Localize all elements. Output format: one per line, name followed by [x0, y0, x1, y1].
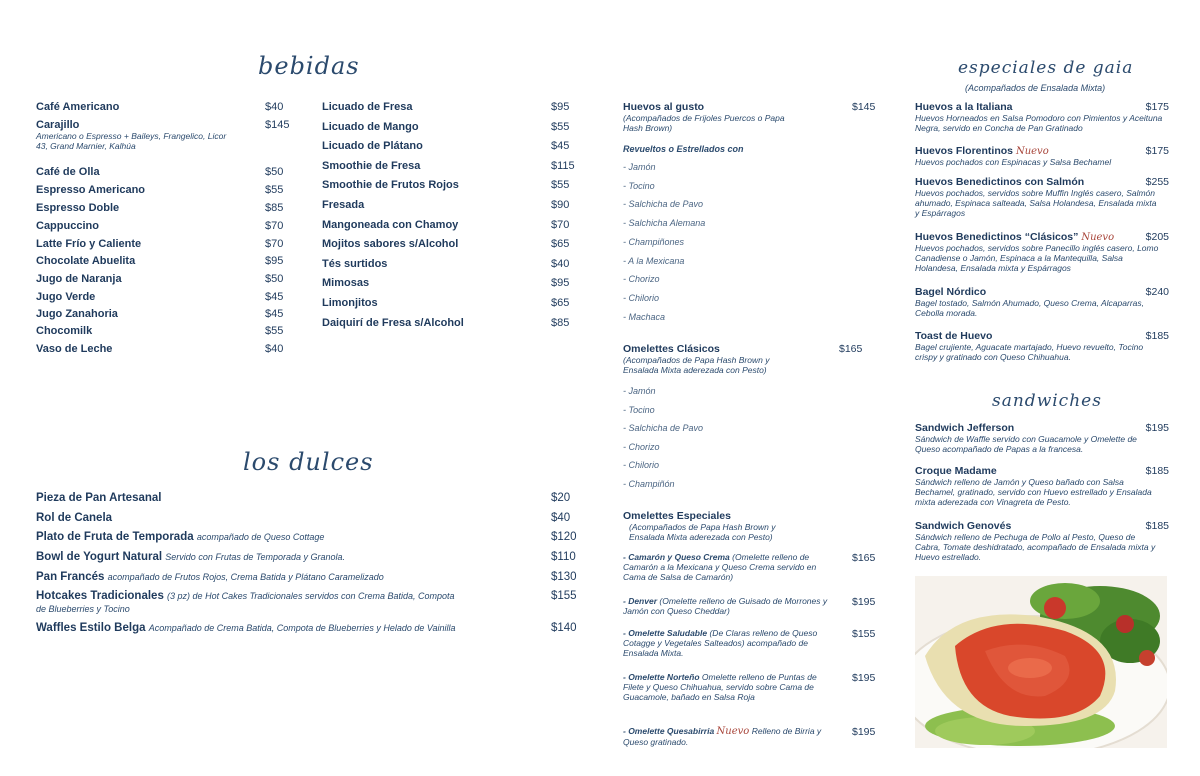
- omelette-photo: [915, 576, 1167, 748]
- menu-item: [36, 184, 286, 196]
- option-item: - Champiñón: [623, 478, 675, 489]
- item-text: [623, 726, 838, 747]
- item-name: Cappuccino: [36, 220, 99, 232]
- menu-item: [322, 101, 572, 113]
- option-item: - Champiñones: [623, 236, 685, 247]
- item-price: $110: [551, 551, 576, 563]
- item-description: Huevos Horneados en Salsa Pomodoro con Pimientos y Aceituna Negra, servido en Concha de Pan Gratinado: [915, 113, 1163, 133]
- item-name: Carajillo: [36, 119, 80, 131]
- omelette-photo-image: [915, 576, 1167, 748]
- item-name: Rol de Canela: [36, 512, 113, 524]
- option-item: - Jamón: [623, 386, 656, 396]
- item-name: - Camarón y Queso Crema: [623, 552, 730, 562]
- huevos-al-gusto: [623, 101, 877, 133]
- item-description: Huevos pochados, servidos sobre Muffin Inglés casero, Salmón ahumado, Espinaca salteada, Salsa Holandesa, Ensalada mixta y Espárragos: [915, 188, 1157, 218]
- menu-item: [36, 622, 576, 635]
- menu-item: [915, 145, 1169, 167]
- item-price: $45: [265, 308, 284, 320]
- item-name: Latte Frío y Caliente: [36, 238, 142, 250]
- item-price: $195: [852, 672, 876, 684]
- item-description: (Omelette relleno de Guisado de Morrones y Jamón con Queso Cheddar): [623, 596, 828, 616]
- item-name: Smoothie de Frutos Rojos: [322, 179, 459, 192]
- item-name: Huevos a la Italiana: [915, 101, 1013, 113]
- item-name: Croque Madame: [915, 465, 997, 477]
- option-item: - Machaca: [623, 311, 666, 322]
- item-description: Sándwich relleno de Jamón y Queso bañado con Salsa Bechamel, gratinado, servido con Huevo estrellado y Ensalada mixta aderezada con Vinagreta de Pesto.: [915, 477, 1152, 507]
- menu-item: [36, 220, 286, 232]
- item-price: $85: [265, 202, 284, 214]
- option-item: - A la Mexicana: [623, 255, 685, 266]
- option-item: - Salchicha de Pavo: [623, 423, 704, 433]
- option-item: - Salchicha de Pavo: [623, 199, 704, 210]
- item-price: $70: [265, 238, 284, 250]
- item-name: Chocomilk: [36, 325, 93, 337]
- menu-item: [36, 166, 286, 178]
- menu-item: [322, 258, 572, 270]
- item-price: $50: [265, 166, 284, 178]
- menu-item: [915, 176, 1169, 218]
- option-item: - Chorizo: [623, 441, 660, 452]
- menu-item: [36, 255, 286, 267]
- item-text: [36, 590, 456, 616]
- item-name: Huevos Benedictinos “Clásicos”: [915, 231, 1079, 243]
- item-name: Sandwich Genovés: [915, 520, 1012, 532]
- new-tag: Nuevo: [1081, 232, 1115, 243]
- huevos-subheading: Revueltos o Estrellados con: [623, 144, 744, 154]
- menu-item: [36, 202, 286, 214]
- menu-item: [36, 325, 286, 337]
- item-price: $95: [551, 277, 570, 290]
- item-price: $155: [551, 590, 577, 602]
- omelette-item: [623, 672, 878, 702]
- item-name: Toast de Huevo: [915, 330, 993, 342]
- menu-item: [915, 465, 1169, 507]
- item-price: $70: [265, 220, 284, 232]
- item-name: Mojitos sabores s/Alcohol: [322, 238, 459, 251]
- item-description: Sándwich relleno de Pechuga de Pollo al Pesto, Queso de Cabra, Tomate deshidratado, acompañado de Ensalada mixta y Huevo estrellado.: [915, 532, 1156, 562]
- menu-item: [915, 330, 1169, 362]
- menu-item: [36, 291, 286, 303]
- menu-item: [322, 199, 572, 211]
- menu-item: [915, 422, 1169, 454]
- menu-item: [322, 121, 572, 133]
- menu-item: [322, 297, 572, 309]
- item-name: Licuado de Fresa: [322, 101, 413, 113]
- item-name: - Omelette Quesabirria: [623, 726, 715, 736]
- menu-item: [36, 273, 286, 285]
- menu-item: [36, 119, 290, 151]
- item-name: Smoothie de Fresa: [322, 159, 421, 172]
- item-price: $145: [265, 119, 290, 131]
- item-price: $45: [265, 291, 284, 303]
- item-name: Espresso Americano: [36, 184, 146, 196]
- item-text: [36, 531, 456, 544]
- item-price: $205: [1145, 231, 1169, 243]
- item-name: Mimosas: [322, 277, 370, 290]
- item-price: $65: [551, 238, 570, 251]
- item-name: Vaso de Leche: [36, 343, 113, 355]
- item-name: Café Americano: [36, 101, 120, 113]
- item-text: [36, 571, 456, 584]
- item-price: $55: [265, 184, 284, 196]
- especiales-heading: especiales de gaia: [958, 58, 1134, 78]
- item-text: [36, 622, 456, 635]
- item-price: $95: [265, 255, 284, 267]
- item-price: $40: [551, 257, 570, 270]
- item-name: Licuado de Plátano: [322, 140, 423, 153]
- menu-item: [36, 238, 286, 250]
- option-item: - Chilorio: [623, 292, 660, 303]
- item-price: $70: [551, 218, 570, 231]
- item-price: $240: [1145, 286, 1169, 298]
- item-name: Fresada: [322, 199, 365, 211]
- item-name: Omelettes Especiales: [623, 510, 731, 522]
- item-name: Daiquirí de Fresa s/Alcohol: [322, 316, 464, 329]
- menu-item: [36, 492, 576, 505]
- item-price: $55: [551, 120, 570, 133]
- item-text: [36, 512, 456, 525]
- item-price: $175: [1145, 145, 1169, 157]
- item-price: $185: [1145, 520, 1169, 532]
- menu-item: [915, 520, 1169, 562]
- item-price: $40: [551, 512, 571, 524]
- item-description: acompañado de Queso Cottage: [196, 532, 325, 542]
- item-price: $155: [852, 628, 876, 640]
- item-description: Relleno de Birria y Queso gratinado.: [623, 726, 822, 747]
- item-name: Pan Francés: [36, 571, 105, 583]
- item-price: $85: [551, 316, 570, 329]
- item-price: $165: [852, 552, 876, 564]
- item-description: Bagel crujiente, Aguacate martajado, Huevo revuelto, Tocino crispy y gratinado con Queso Chihuahua.: [915, 342, 1144, 362]
- item-description: Bagel tostado, Salmón Ahumado, Queso Crema, Alcaparras, Cebolla morada.: [915, 298, 1144, 318]
- omelette-item: [623, 596, 878, 616]
- item-description: (3 pz) de Hot Cakes Tradicionales servidos con Crema Batida, Compota de Blueberries y Tocino: [36, 591, 455, 614]
- item-name: - Omelette Norteño: [623, 672, 700, 682]
- omelette-item: [623, 726, 878, 747]
- item-description: Omelette relleno de Puntas de Filete y Queso Chihuahua, servido sobre Cama de Guacamole, bañado en Salsa Roja: [623, 672, 817, 702]
- item-price: $45: [551, 140, 570, 153]
- item-price: $185: [1145, 465, 1169, 477]
- item-description: Huevos pochados con Espinacas y Salsa Bechamel: [915, 157, 1112, 167]
- bebidas-heading: bebidas: [258, 52, 360, 80]
- menu-item: [322, 317, 572, 329]
- option-item: - Chilorio: [623, 460, 660, 470]
- item-description: Huevos pochados, servidos sobre Panecillo inglés casero, Lomo Canadiense o Jamón, Espinaca a la Mantequilla, Salsa Holandesa, Ensalada mixta y Espárragos: [915, 243, 1159, 273]
- item-price: $175: [1145, 101, 1169, 113]
- menu-item: [36, 551, 576, 564]
- item-name: Plato de Fruta de Temporada: [36, 531, 194, 543]
- item-price: $20: [551, 492, 571, 504]
- item-price: $50: [265, 273, 284, 285]
- item-description: (Acompañados de Papa Hash Brown y Ensalada Mixta aderezada con Pesto): [623, 355, 770, 375]
- option-item: - Jamón: [623, 162, 656, 172]
- menu-item: [322, 277, 572, 289]
- item-description: Americano o Espresso + Baileys, Frangelico, Licor 43, Grand Marnier, Kalhúa: [36, 131, 227, 151]
- option-item: - Tocino: [623, 180, 655, 191]
- item-price: $55: [265, 325, 284, 337]
- menu-item: [322, 238, 572, 250]
- menu-item: [322, 219, 572, 231]
- menu-item: [36, 343, 286, 355]
- item-name: - Omelette Saludable: [623, 628, 708, 638]
- item-price: $95: [551, 101, 570, 113]
- item-price: $55: [551, 179, 570, 192]
- item-price: $65: [551, 297, 570, 309]
- item-name: Espresso Doble: [36, 202, 120, 214]
- omelette-item: [623, 552, 878, 582]
- item-price: $115: [551, 159, 575, 172]
- item-description: (Omelette relleno de Camarón a la Mexicana y Queso Crema servido en Cama de Salsa de Camarón): [623, 552, 817, 582]
- item-name: Mangoneada con Chamoy: [322, 218, 459, 231]
- item-price: $90: [551, 199, 570, 211]
- item-description: Acompañado de Crema Batida, Compota de Blueberries y Helado de Vainilla: [148, 623, 456, 633]
- item-name: Huevos al gusto: [623, 101, 705, 113]
- item-name: Huevos Benedictinos con Salmón: [915, 176, 1085, 188]
- item-price: $195: [852, 726, 876, 738]
- item-name: Jugo Zanahoria: [36, 308, 118, 320]
- item-name: Waffles Estilo Belga: [36, 622, 146, 634]
- menu-item: [36, 308, 286, 320]
- new-tag: Nuevo: [1015, 146, 1049, 157]
- item-description: (De Claras relleno de Queso Cotagge y Vegetales Salteados) acompañado de Ensalada Mixta.: [623, 628, 818, 658]
- menu-item: [36, 101, 286, 113]
- option-item: - Chorizo: [623, 274, 660, 285]
- menu-item: [36, 571, 576, 584]
- item-price: $40: [265, 101, 284, 113]
- item-name: Bowl de Yogurt Natural: [36, 551, 163, 563]
- item-name: Sandwich Jefferson: [915, 422, 1015, 434]
- item-price: $40: [265, 343, 284, 355]
- item-name: Licuado de Mango: [322, 120, 419, 133]
- item-description: Sándwich de Waffle servido con Guacamole y Omelette de Queso acompañado de Papas a la francesa.: [915, 434, 1137, 454]
- menu-item: [322, 140, 572, 152]
- item-text: [623, 672, 838, 702]
- menu-item: [36, 590, 576, 616]
- item-name: - Denver: [623, 596, 658, 606]
- item-name: Café de Olla: [36, 166, 100, 178]
- item-description: (Acompañados de Frijoles Puercos o Papa Hash Brown): [623, 113, 785, 133]
- item-name: Tés surtidos: [322, 257, 388, 270]
- item-name: Limonjitos: [322, 297, 378, 309]
- item-name: Omelettes Clásicos: [623, 343, 720, 355]
- menu-item: [36, 531, 576, 544]
- omelette-item: [623, 628, 878, 658]
- item-text: [36, 492, 456, 505]
- item-text: [623, 596, 838, 616]
- item-price: $130: [551, 571, 577, 583]
- item-price: $165: [839, 343, 863, 355]
- item-name: Jugo de Naranja: [36, 273, 122, 285]
- item-name: Bagel Nórdico: [915, 286, 987, 298]
- item-text: [623, 552, 838, 582]
- item-description: Servido con Frutas de Temporada y Granola.: [165, 552, 346, 562]
- item-name: Pieza de Pan Artesanal: [36, 492, 162, 504]
- omelettes-clasicos: [623, 343, 863, 375]
- item-price: $145: [852, 101, 876, 113]
- item-price: $140: [551, 622, 577, 634]
- item-price: $195: [852, 596, 876, 608]
- item-name: Jugo Verde: [36, 291, 96, 303]
- menu-item: [36, 512, 576, 525]
- item-price: $195: [1145, 422, 1169, 434]
- item-price: $185: [1145, 330, 1169, 342]
- omelettes-especiales: [623, 510, 843, 542]
- item-description: (Acompañados de Papa Hash Brown y Ensalada Mixta aderezada con Pesto): [629, 522, 776, 542]
- item-name: Chocolate Abuelita: [36, 255, 136, 267]
- option-item: - Salchicha Alemana: [623, 218, 706, 229]
- especiales-subheading: (Acompañados de Ensalada Mixta): [965, 83, 1106, 93]
- dulces-heading: los dulces: [243, 448, 374, 476]
- item-price: $120: [551, 531, 577, 543]
- item-description: acompañado de Frutos Rojos, Crema Batida y Plátano Caramelizado: [107, 572, 384, 582]
- item-text: [36, 551, 456, 564]
- sandwiches-heading: sandwiches: [992, 391, 1102, 411]
- new-tag: Nuevo: [716, 726, 750, 737]
- option-item: - Tocino: [623, 404, 655, 415]
- menu-item: [322, 179, 572, 191]
- item-price: $255: [1145, 176, 1169, 188]
- menu-item: [915, 286, 1169, 318]
- item-name: Huevos Florentinos: [915, 145, 1014, 157]
- menu-item: [322, 159, 575, 172]
- item-text: [623, 628, 838, 658]
- menu-item: [915, 231, 1169, 273]
- item-name: Hotcakes Tradicionales: [36, 590, 164, 602]
- menu-item: [915, 101, 1169, 133]
